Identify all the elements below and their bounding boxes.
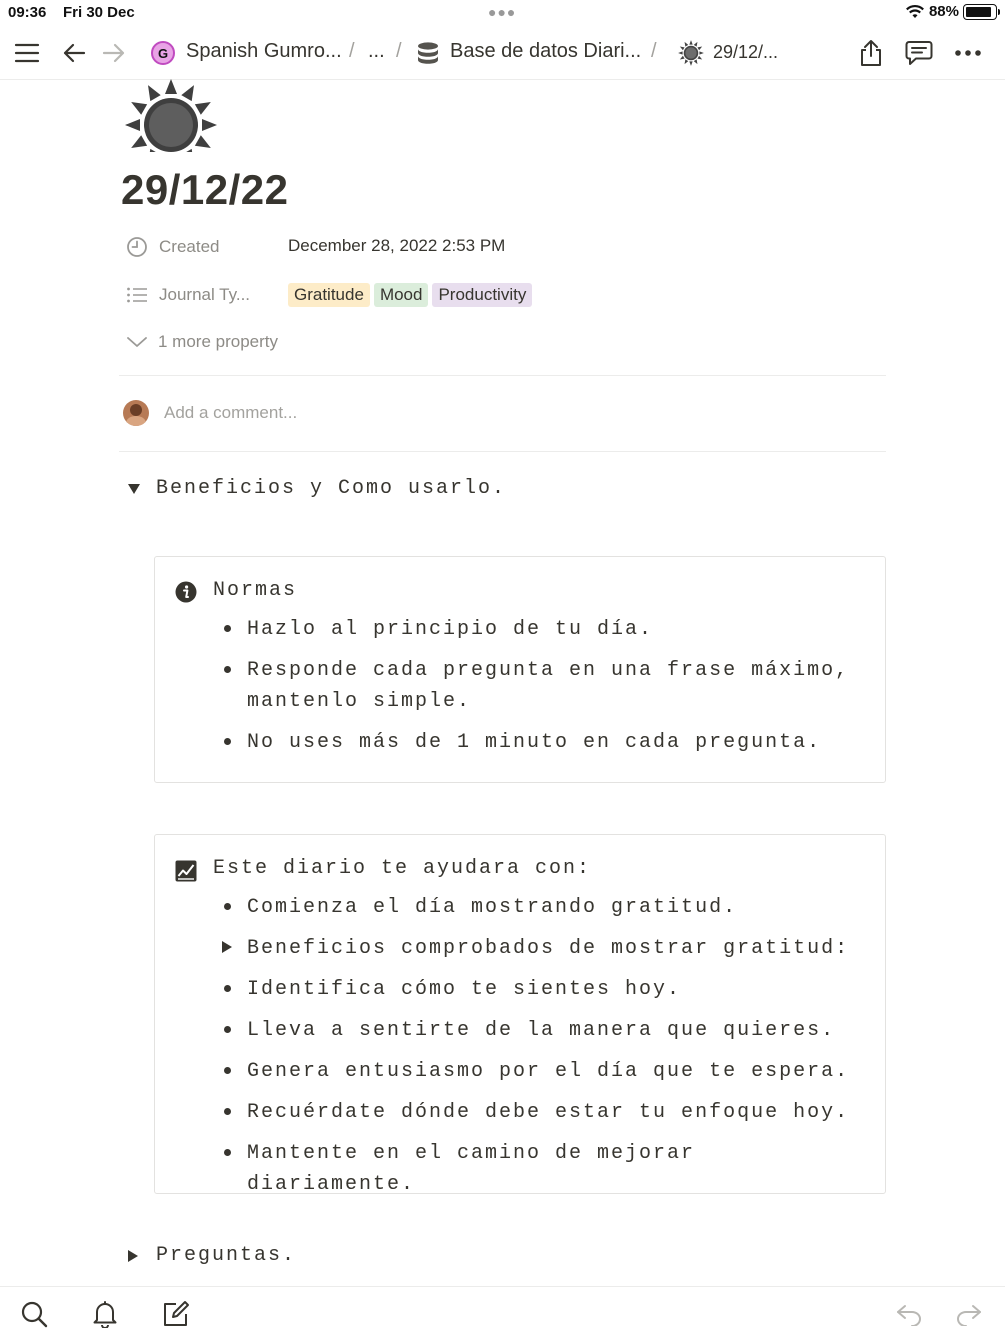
list-item-text: Genera entusiasmo por el día que te espera. bbox=[247, 1060, 850, 1083]
page-title[interactable]: 29/12/22 bbox=[121, 166, 289, 213]
search-icon[interactable] bbox=[19, 1299, 49, 1329]
breadcrumb-database[interactable]: Base de datos Diari... bbox=[450, 40, 642, 62]
list-item-text: Recuérdate dónde debe estar tu enfoque hoy. bbox=[247, 1101, 850, 1124]
callout-rules-title: Normas bbox=[213, 579, 298, 602]
toggle-benefits[interactable] bbox=[128, 477, 506, 500]
list-item-text: Identifica cómo te sientes hoy. bbox=[247, 978, 682, 1001]
workspace-badge[interactable]: G bbox=[151, 41, 175, 65]
list-item-text: No uses más de 1 minuto en cada pregunta. bbox=[247, 731, 822, 754]
page-sun-icon[interactable] bbox=[123, 72, 219, 152]
multitasking-dots-icon[interactable]: ●●● bbox=[488, 4, 517, 20]
list-item bbox=[221, 1097, 861, 1128]
more-properties-toggle[interactable] bbox=[126, 332, 278, 352]
bullet-icon bbox=[221, 974, 247, 1005]
avatar bbox=[123, 400, 149, 426]
list-item bbox=[221, 614, 861, 645]
battery-percent: 88% bbox=[928, 3, 959, 20]
toggle-questions-label: Preguntas. bbox=[156, 1244, 297, 1267]
breadcrumb-separator: / bbox=[349, 40, 355, 62]
toggle-closed-icon[interactable] bbox=[128, 1250, 138, 1262]
divider bbox=[119, 375, 886, 376]
bottom-toolbar bbox=[0, 1286, 1005, 1340]
list-item bbox=[221, 1015, 861, 1046]
divider bbox=[119, 451, 886, 452]
bell-icon[interactable] bbox=[90, 1299, 120, 1329]
sun-icon bbox=[677, 39, 705, 72]
bullet-icon bbox=[221, 655, 247, 717]
list-item-text: Lleva a sentirte de la manera que quieres. bbox=[247, 1019, 836, 1042]
forward-arrow-icon[interactable] bbox=[99, 38, 129, 68]
undo-icon[interactable] bbox=[894, 1299, 924, 1329]
bullet-icon bbox=[221, 727, 247, 758]
redo-icon[interactable] bbox=[954, 1299, 984, 1329]
list-item bbox=[221, 1138, 861, 1200]
callout-helps bbox=[154, 834, 886, 1194]
status-indicators bbox=[905, 3, 997, 20]
toggle-questions[interactable] bbox=[128, 1244, 296, 1267]
list-item bbox=[221, 727, 861, 758]
breadcrumb-separator: / bbox=[651, 40, 657, 62]
property-label-created: Created bbox=[159, 237, 220, 256]
wifi-icon bbox=[905, 4, 925, 20]
breadcrumb-separator: / bbox=[396, 40, 402, 62]
tag-productivity[interactable]: Productivity bbox=[432, 283, 532, 307]
more-options-icon[interactable] bbox=[953, 38, 983, 68]
menu-icon[interactable] bbox=[12, 38, 42, 68]
list-item bbox=[221, 892, 861, 923]
comment-input-row[interactable] bbox=[123, 400, 297, 426]
list-item bbox=[221, 1056, 861, 1087]
breadcrumb-ellipsis[interactable]: ... bbox=[368, 40, 385, 62]
toggle-list-item[interactable] bbox=[221, 933, 861, 964]
list-item-text: Responde cada pregunta en una frase máximo, mantenlo simple. bbox=[247, 659, 850, 713]
status-bar bbox=[0, 0, 1005, 26]
bullet-icon bbox=[221, 1015, 247, 1046]
tag-mood[interactable]: Mood bbox=[374, 283, 429, 307]
callout-rules bbox=[154, 556, 886, 783]
status-date: Fri 30 Dec bbox=[63, 4, 135, 21]
more-properties-label: 1 more property bbox=[158, 332, 278, 351]
bullet-icon bbox=[221, 1056, 247, 1087]
property-label-journal-type: Journal Ty... bbox=[159, 285, 251, 304]
database-icon bbox=[416, 41, 440, 70]
callout-helps-title: Este diario te ayudara con: bbox=[213, 857, 592, 880]
list-item-text: Comienza el día mostrando gratitud. bbox=[247, 896, 738, 919]
list-item bbox=[221, 974, 861, 1005]
comment-input[interactable]: Add a comment... bbox=[164, 403, 298, 422]
toggle-open-icon[interactable] bbox=[128, 484, 140, 494]
list-item-text: Hazlo al principio de tu día. bbox=[247, 618, 654, 641]
status-time: 09:36 bbox=[8, 4, 47, 21]
bullet-icon bbox=[221, 614, 247, 645]
breadcrumb-page[interactable]: 29/12/... bbox=[713, 42, 779, 62]
bullet-icon bbox=[221, 1097, 247, 1128]
info-icon[interactable] bbox=[175, 581, 197, 603]
list-item-text: Beneficios comprobados de mostrar gratitud: bbox=[247, 937, 850, 960]
battery-fill bbox=[966, 7, 991, 17]
clock-icon bbox=[126, 236, 148, 258]
property-created[interactable] bbox=[126, 232, 506, 262]
chevron-down-icon bbox=[126, 335, 148, 349]
comments-icon[interactable] bbox=[904, 38, 934, 68]
battery-icon bbox=[963, 4, 997, 20]
back-arrow-icon[interactable] bbox=[59, 38, 89, 68]
property-value-created: December 28, 2022 2:53 PM bbox=[288, 236, 506, 255]
list-icon bbox=[126, 284, 148, 306]
list-item bbox=[221, 655, 861, 717]
breadcrumb-workspace[interactable]: Spanish Gumro... bbox=[186, 40, 342, 62]
list-item-text: Mantente en el camino de mejorar diariamente. bbox=[247, 1142, 696, 1196]
chart-up-icon[interactable] bbox=[175, 860, 197, 882]
new-page-icon[interactable] bbox=[161, 1299, 191, 1329]
bullet-icon bbox=[221, 1138, 247, 1200]
bullet-icon bbox=[221, 892, 247, 923]
share-icon[interactable] bbox=[856, 38, 886, 68]
tag-list bbox=[288, 283, 536, 307]
tag-gratitude[interactable]: Gratitude bbox=[288, 283, 370, 307]
toggle-closed-icon[interactable] bbox=[221, 933, 247, 964]
property-journal-type[interactable] bbox=[126, 280, 527, 310]
toggle-benefits-label: Beneficios y Como usarlo. bbox=[156, 477, 507, 500]
